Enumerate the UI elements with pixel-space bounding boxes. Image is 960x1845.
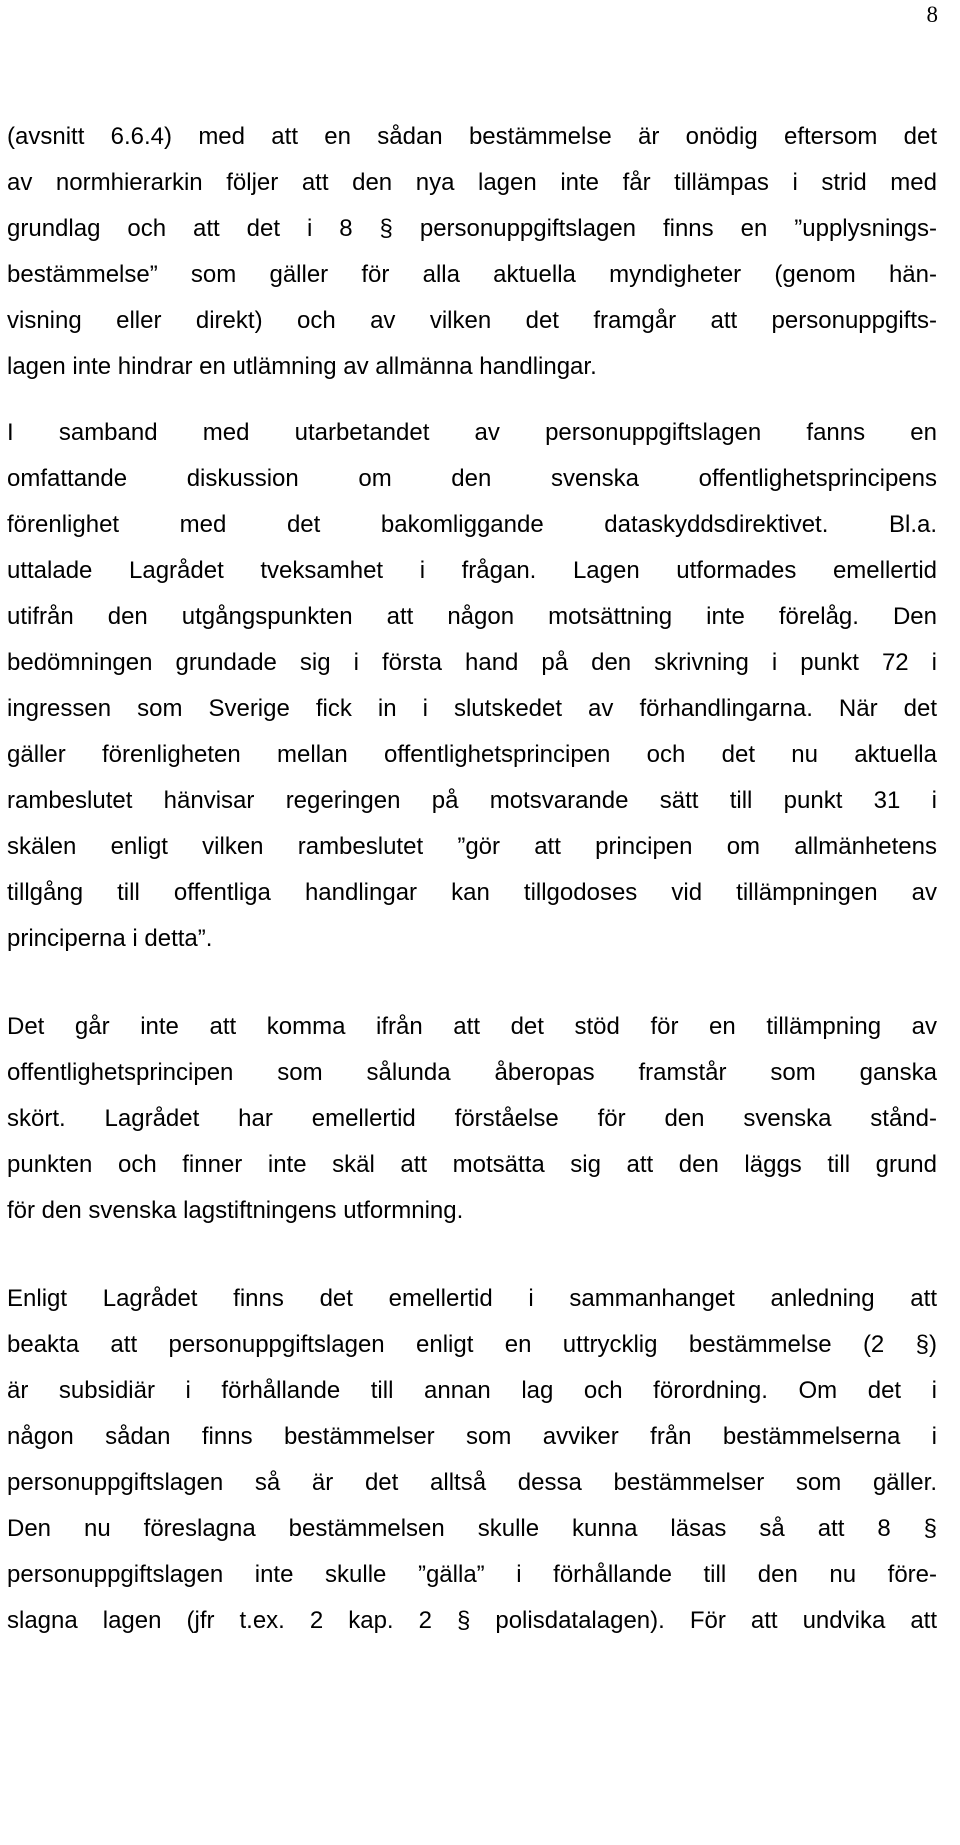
text-line: Den nu föreslagna bestämmelsen skulle kunna läsas så att 8 § — [7, 1515, 937, 1542]
text-line: lagen inte hindrar en utlämning av allmänna handlingar. — [7, 353, 597, 380]
text-line: Enligt Lagrådet finns det emellertid i sammanhanget anledning att — [7, 1285, 937, 1312]
text-line: grundlag och att det i 8 § personuppgiftslagen finns en ”upplysnings- — [7, 215, 937, 242]
paragraph-3 — [7, 1004, 937, 1234]
text-line: visning eller direkt) och av vilken det framgår att personuppgifts- — [7, 307, 937, 334]
text-line: personuppgiftslagen så är det alltså dessa bestämmelser som gäller. — [7, 1469, 937, 1496]
document-body — [7, 114, 937, 1644]
text-line: av normhierarkin följer att den nya lagen inte får tillämpas i strid med — [7, 169, 937, 196]
text-line: någon sådan finns bestämmelser som avviker från bestämmelserna i — [7, 1423, 937, 1450]
text-line: ingressen som Sverige fick in i slutskedet av förhandlingarna. När det — [7, 695, 937, 722]
text-line: principerna i detta”. — [7, 925, 213, 952]
text-line: tillgång till offentliga handlingar kan tillgodoses vid tillämpningen av — [7, 879, 937, 906]
text-line: I samband med utarbetandet av personuppgiftslagen fanns en — [7, 419, 937, 446]
text-line: för den svenska lagstiftningens utformning. — [7, 1197, 464, 1224]
text-line: omfattande diskussion om den svenska offentlighetsprincipens — [7, 465, 937, 492]
text-line: personuppgiftslagen inte skulle ”gälla” i förhållande till den nu före- — [7, 1561, 937, 1588]
text-line: (avsnitt 6.6.4) med att en sådan bestämmelse är onödig eftersom det — [7, 123, 937, 150]
text-line: uttalade Lagrådet tveksamhet i frågan. Lagen utformades emellertid — [7, 557, 937, 584]
paragraph-4 — [7, 1276, 937, 1644]
text-line: förenlighet med det bakomliggande dataskyddsdirektivet. Bl.a. — [7, 511, 937, 538]
paragraph-1 — [7, 114, 937, 390]
text-line: punkten och finner inte skäl att motsätta sig att den läggs till grund — [7, 1151, 937, 1178]
page-number: 8 — [926, 2, 938, 27]
text-line: är subsidiär i förhållande till annan lag och förordning. Om det i — [7, 1377, 937, 1404]
text-line: offentlighetsprincipen som sålunda åberopas framstår som ganska — [7, 1059, 937, 1086]
text-line: bedömningen grundade sig i första hand på den skrivning i punkt 72 i — [7, 649, 937, 676]
text-line: gäller förenligheten mellan offentlighetsprincipen och det nu aktuella — [7, 741, 937, 768]
text-line: slagna lagen (jfr t.ex. 2 kap. 2 § polisdatalagen). För att undvika att — [7, 1607, 937, 1634]
text-line: Det går inte att komma ifrån att det stöd för en tillämpning av — [7, 1013, 937, 1040]
text-line: skört. Lagrådet har emellertid förståelse för den svenska stånd- — [7, 1105, 937, 1132]
text-line: skälen enligt vilken rambeslutet ”gör att principen om allmänhetens — [7, 833, 937, 860]
text-line: beakta att personuppgiftslagen enligt en uttrycklig bestämmelse (2 §) — [7, 1331, 937, 1358]
text-line: utifrån den utgångspunkten att någon motsättning inte förelåg. Den — [7, 603, 937, 630]
text-line: rambeslutet hänvisar regeringen på motsvarande sätt till punkt 31 i — [7, 787, 937, 814]
text-line: bestämmelse” som gäller för alla aktuella myndigheter (genom hän- — [7, 261, 937, 288]
paragraph-2 — [7, 410, 937, 962]
